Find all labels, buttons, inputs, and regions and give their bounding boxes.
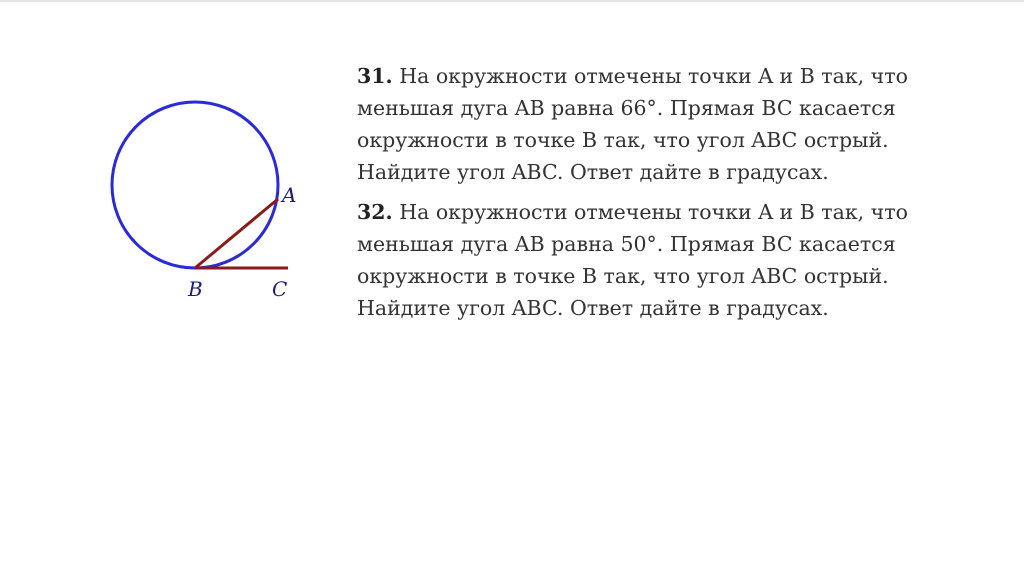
problem-line	[357, 196, 977, 228]
problem-32	[357, 196, 977, 324]
problem-text: Найдите угол ABC. Ответ дайте в градусах.	[357, 160, 829, 184]
point-b-label: B	[188, 277, 203, 301]
top-border	[0, 0, 1024, 2]
geometry-figure	[90, 85, 330, 315]
problem-text: меньшая дуга AB равна 66°. Прямая BC касается	[357, 96, 896, 120]
problem-text: На окружности отмечены точки A и B так, что	[399, 64, 908, 88]
point-c-label: C	[272, 277, 288, 301]
problem-31	[357, 60, 977, 188]
problem-line	[357, 60, 977, 92]
problem-text: окружности в точке B так, что угол ABC острый.	[357, 264, 889, 288]
problem-number: 32.	[357, 200, 393, 224]
problems-list	[357, 60, 977, 332]
problem-text: меньшая дуга AB равна 50°. Прямая BC касается	[357, 232, 896, 256]
problem-text: На окружности отмечены точки A и B так, что	[399, 200, 908, 224]
problem-text: Найдите угол ABC. Ответ дайте в градусах.	[357, 296, 829, 320]
problem-text: окружности в точке B так, что угол ABC острый.	[357, 128, 889, 152]
point-a-label: A	[282, 183, 297, 207]
problem-number: 31.	[357, 64, 393, 88]
circle	[112, 102, 278, 268]
